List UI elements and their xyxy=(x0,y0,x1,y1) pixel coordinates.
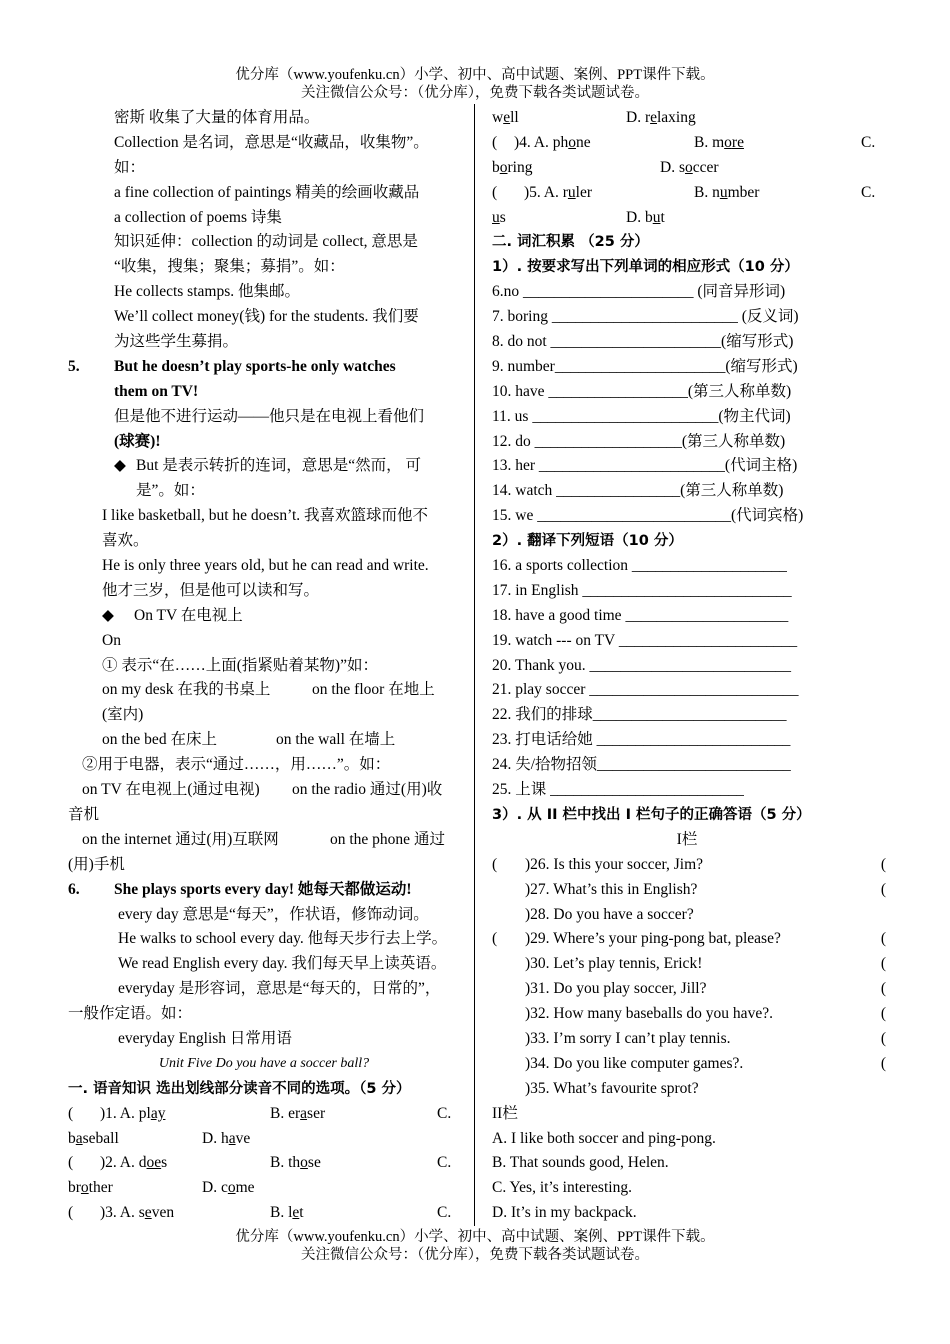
option-a-rest: ne xyxy=(576,133,591,151)
text-line xyxy=(68,728,460,753)
option-b-rest: se xyxy=(307,1154,321,1172)
option-a-rest: ler xyxy=(575,183,593,201)
answer-paren: ( xyxy=(880,955,886,973)
question-4 xyxy=(492,131,882,156)
option-c-rest: seball xyxy=(82,1129,119,1147)
option-d-rest: ccer xyxy=(692,158,719,176)
answer-option: B. That sounds good, Helen. xyxy=(492,1154,669,1172)
subsection-2-heading: 2）. 翻译下列短语（10 分） xyxy=(492,533,683,550)
right-column xyxy=(492,106,886,1226)
answer-paren: ( xyxy=(880,1054,886,1072)
bullet-icon: ◆ xyxy=(102,606,114,624)
option-d-rest: ve xyxy=(235,1129,251,1147)
text-line: every day 意思是“每天”，作状语，修饰动词。 xyxy=(118,905,429,923)
question-3 xyxy=(68,1201,460,1226)
translate-item: 20. Thank you. __________________________ xyxy=(492,656,791,674)
answer-paren: ( xyxy=(880,1029,886,1047)
option-d: D. h xyxy=(202,1129,229,1147)
underlined-letters: o xyxy=(568,133,576,151)
question-5-cont xyxy=(492,206,882,231)
underlined-letters: o xyxy=(684,158,693,176)
option-b-rest: t xyxy=(299,1204,304,1222)
option-b: B. m xyxy=(694,133,725,151)
text-fragment: on the phone 通过 xyxy=(330,830,445,848)
option-d: D. s xyxy=(660,158,685,176)
option-a: s xyxy=(138,1204,145,1222)
option-b-rest: mber xyxy=(727,183,760,201)
text-line xyxy=(68,778,460,803)
question-label: )3. A. xyxy=(100,1204,139,1222)
answer-paren: ( xyxy=(880,980,886,998)
text-line: He collects stamps. 他集邮。 xyxy=(114,283,300,301)
underlined-letters: o xyxy=(300,1154,308,1172)
underlined-letters: a xyxy=(300,1104,308,1122)
option-c: br xyxy=(68,1179,81,1197)
vocab-item: 14. watch ________________(第三人称单数) xyxy=(492,482,784,500)
translate-item: 18. have a good time _____________________ xyxy=(492,606,789,624)
match-text: 34. Do you like computer games?. xyxy=(530,1054,744,1072)
question-3-cont xyxy=(492,106,882,131)
question-label: )2. A. xyxy=(100,1154,139,1172)
answer-paren: ) xyxy=(525,880,531,898)
item-6-sentence: She plays sports every day! xyxy=(114,880,294,898)
match-item xyxy=(492,1027,886,1052)
bullet-line xyxy=(68,604,460,629)
answer-option: D. It’s in my backpack. xyxy=(492,1204,637,1222)
underlined-letters: u xyxy=(719,183,728,201)
translate-item: 21. play soccer ___________________________ xyxy=(492,681,799,699)
vocab-item: 12. do ___________________(第三人称单数) xyxy=(492,432,786,450)
answer-option: A. I like both soccer and ping-pong. xyxy=(492,1129,716,1147)
option-c-rest: ring xyxy=(507,158,533,176)
underlined-letters: e xyxy=(144,1204,152,1222)
page-footer xyxy=(0,1228,950,1264)
text-line: 一般作定语。如： xyxy=(68,1005,193,1023)
option-a-rest: s xyxy=(161,1154,168,1172)
option-d: D. b xyxy=(626,208,653,226)
option-b-rest: ser xyxy=(307,1104,326,1122)
option-a: r xyxy=(562,183,568,201)
text-fragment: on TV 在电视上(通过电视) xyxy=(82,781,260,799)
match-text: 32. How many baseballs do you have?. xyxy=(530,1005,773,1023)
text-line: On TV 在电视上 xyxy=(134,606,243,624)
left-column xyxy=(68,106,460,1226)
text-line: Collection 是名词，意思是“收藏品，收集物”。 xyxy=(114,133,429,151)
page-header xyxy=(0,66,950,102)
text-line: (用)手机 xyxy=(68,855,125,873)
match-text: 27. What’s this in English? xyxy=(530,880,698,898)
vocab-item: 13. her ________________________(代词主格) xyxy=(492,457,798,475)
underlined-letters: a xyxy=(228,1129,236,1147)
answer-paren: ( xyxy=(880,1005,886,1023)
section-1-heading: 一. 语音知识 选出划线部分读音不同的选项。（5 分） xyxy=(68,1080,411,1097)
header-line-2: 关注微信公众号：（优分库），免费下载各类试题试卷。 xyxy=(301,85,649,101)
text-line xyxy=(68,828,460,853)
option-c-rest: s xyxy=(499,208,506,226)
option-c-label: C. xyxy=(437,1104,452,1122)
match-text: 33. I’m sorry I can’t play tennis. xyxy=(530,1029,731,1047)
answer-paren: ( xyxy=(880,855,886,873)
text-fragment: on my desk 在我的书桌上 xyxy=(102,681,271,699)
question-4-cont xyxy=(492,156,882,181)
underlined-letters: o xyxy=(724,133,732,151)
option-c-rest: ther xyxy=(88,1179,113,1197)
translate-item: 24. 失/拾物招领_________________________ xyxy=(492,756,791,774)
answer-paren: ) xyxy=(525,905,531,923)
text-line xyxy=(68,678,460,703)
option-c: b xyxy=(492,158,500,176)
answer-paren: ( xyxy=(492,855,498,873)
translate-item: 19. watch --- on TV _______________________ xyxy=(492,631,798,649)
question-2-cont xyxy=(68,1176,460,1201)
text-line: On xyxy=(102,631,121,649)
answer-paren: ( xyxy=(880,930,886,948)
text-line: a fine collection of paintings 精美的绘画收藏品 xyxy=(114,183,420,201)
text-fragment: on the internet 通过(用)互联网 xyxy=(82,830,279,848)
item-5-heading xyxy=(68,355,460,380)
underlined-letters: ay xyxy=(150,1104,166,1122)
option-c: b xyxy=(68,1129,76,1147)
text-line: 如： xyxy=(114,158,146,176)
option-d: D. c xyxy=(202,1179,228,1197)
question-label: )5. A. xyxy=(524,183,563,201)
underlined-letters: e xyxy=(503,109,511,126)
underlined-letters: o xyxy=(499,158,508,176)
answer-paren: ) xyxy=(525,1029,531,1047)
match-item xyxy=(492,927,886,952)
match-text: 29. Where’s your ping-pong bat, please? xyxy=(530,930,781,948)
underlined-letters: e xyxy=(650,109,657,126)
underlined-letters: a xyxy=(75,1129,83,1147)
translate-item: 25. 上课 _________________________ xyxy=(492,781,744,799)
underlined-letters: o xyxy=(227,1179,236,1197)
translate-item: 17. in English ___________________________ xyxy=(492,581,792,599)
answer-paren: ( xyxy=(68,1104,74,1122)
question-label: )4. A. xyxy=(514,133,553,151)
text-line: 但是他不进行运动——他只是在电视上看他们 xyxy=(114,407,425,425)
vocab-item: 11. us ________________________(物主代词) xyxy=(492,407,791,425)
option-c: w xyxy=(492,109,504,126)
text-line: 是”。如： xyxy=(136,482,205,500)
footer-line-1: 优分库（www.youfenku.cn）小学、初中、高中试题、案例、PPT课件下载。 xyxy=(235,1229,715,1245)
text-line: (室内) xyxy=(102,706,144,724)
translate-item: 22. 我们的排球_________________________ xyxy=(492,706,787,724)
match-item xyxy=(492,878,886,903)
text-line: 为这些学生募捐。 xyxy=(114,333,239,351)
question-label: )1. A. xyxy=(100,1104,139,1122)
answer-paren: ( xyxy=(880,880,886,898)
vocab-item: 7. boring ________________________ (反义词) xyxy=(492,308,799,326)
text-line: them on TV! xyxy=(114,382,199,400)
question-5 xyxy=(492,181,882,206)
vocab-item: 10. have __________________(第三人称单数) xyxy=(492,382,792,400)
option-d-rest: laxing xyxy=(657,109,696,126)
item-number: 6. xyxy=(68,880,80,898)
option-b: B. l xyxy=(270,1204,293,1222)
answer-paren: ) xyxy=(525,930,531,948)
match-item xyxy=(492,1077,882,1102)
option-a: pl xyxy=(138,1104,151,1122)
text-line: a collection of poems 诗集 xyxy=(114,208,282,226)
column-divider xyxy=(474,104,475,1226)
match-item xyxy=(492,977,886,1002)
question-2 xyxy=(68,1151,460,1176)
text-line: We read English every day. 我们每天早上读英语。 xyxy=(118,955,447,973)
option-d: D. r xyxy=(626,109,651,126)
option-c-label: C. xyxy=(437,1204,452,1222)
match-text: 30. Let’s play tennis, Erick! xyxy=(530,955,703,973)
option-a-rest: ven xyxy=(151,1204,175,1222)
answer-paren: ) xyxy=(525,1079,531,1097)
answer-paren: ( xyxy=(68,1154,74,1172)
section-2-heading: 二. 词汇积累 （25 分） xyxy=(492,234,649,251)
item-6-translation: 她每天都做运动! xyxy=(293,880,412,898)
text-fragment: on the floor 在地上 xyxy=(312,681,435,699)
option-b: B. n xyxy=(694,183,720,201)
option-a: ph xyxy=(552,133,569,151)
text-line: We’ll collect money(钱) for the students. 我们要 xyxy=(114,308,419,326)
option-b: B. th xyxy=(270,1154,301,1172)
question-1 xyxy=(68,1102,460,1127)
match-item xyxy=(492,903,882,928)
translate-item: 16. a sports collection ____________________ xyxy=(492,557,787,575)
match-text: 35. What’s favourite sprot? xyxy=(530,1079,699,1097)
answer-paren: ) xyxy=(525,1054,531,1072)
answer-paren: ( xyxy=(68,1204,74,1222)
bullet-line xyxy=(68,454,460,479)
answer-paren: ) xyxy=(525,955,531,973)
text-line: ②用于电器，表示“通过……，用……”。如： xyxy=(82,756,391,774)
text-line: ① 表示“在……上面(指紧贴着某物)”如： xyxy=(102,656,378,674)
bullet-icon: ◆ xyxy=(114,457,126,475)
match-item xyxy=(492,853,886,878)
item-5-sentence-a: But he doesn’t play sports-he only watches xyxy=(114,357,396,375)
match-text: 31. Do you play soccer, Jill? xyxy=(530,980,707,998)
text-line: He is only three years old, but he can read and write. xyxy=(102,557,429,575)
match-text: 26. Is this your soccer, Jim? xyxy=(530,855,704,873)
vocab-item: 9. number______________________(缩写形式) xyxy=(492,357,798,375)
column-i-title: I栏 xyxy=(676,830,698,848)
text-line: (球赛)! xyxy=(114,432,161,450)
text-line: 知识延伸：collection 的动词是 collect, 意思是 xyxy=(114,233,418,251)
question-1-cont xyxy=(68,1127,460,1152)
answer-option: C. Yes, it’s interesting. xyxy=(492,1179,632,1197)
text-line: But 是表示转折的连词，意思是“然而， 可 xyxy=(136,457,422,475)
match-text: 28. Do you have a soccer? xyxy=(530,905,694,923)
text-fragment: on the radio 通过(用)收 xyxy=(292,781,443,799)
text-line: He walks to school every day. 他每天步行去上学。 xyxy=(118,930,448,948)
translate-item: 23. 打电话给她 _________________________ xyxy=(492,731,791,749)
text-line: 密斯 收集了大量的体育用品。 xyxy=(114,109,320,126)
match-item xyxy=(492,1002,886,1027)
subsection-3-heading: 3）. 从 II 栏中找出 I 栏句子的正确答语（5 分） xyxy=(492,806,811,823)
vocab-item: 6.no ______________________ (同音异形词) xyxy=(492,283,786,301)
answer-paren: ) xyxy=(525,1005,531,1023)
match-item xyxy=(492,952,886,977)
option-c-label: C. xyxy=(861,133,876,151)
underlined-letters: u xyxy=(492,208,500,226)
underlined-letters: u xyxy=(567,183,576,201)
text-line: 他才三岁，但是他可以读和写。 xyxy=(102,581,320,599)
text-line: “收集，搜集；聚集；募捐”。如： xyxy=(114,258,345,276)
match-item xyxy=(492,1052,886,1077)
header-line-1: 优分库（www.youfenku.cn）小学、初中、高中试题、案例、PPT课件下载。 xyxy=(235,67,715,83)
option-c-label: C. xyxy=(437,1154,452,1172)
answer-paren: ) xyxy=(525,855,531,873)
item-number: 5. xyxy=(68,357,80,375)
vocab-item: 8. do not ______________________(缩写形式) xyxy=(492,333,794,351)
unit-title: Unit Five Do you have a soccer ball? xyxy=(158,1055,370,1071)
option-b-rest: re xyxy=(731,133,744,151)
item-6-heading xyxy=(68,878,460,903)
underlined-letters: e xyxy=(292,1204,300,1222)
option-c-rest: ll xyxy=(510,109,519,126)
subsection-1-heading: 1）. 按要求写出下列单词的相应形式（10 分） xyxy=(492,259,799,276)
text-line: 音机 xyxy=(68,805,100,823)
option-a: d xyxy=(138,1154,147,1172)
answer-paren: ( xyxy=(492,183,498,201)
option-d-rest: me xyxy=(235,1179,255,1197)
option-d-rest: t xyxy=(660,208,665,226)
option-c-label: C. xyxy=(861,183,876,201)
vocab-item: 15. we _________________________(代词宾格) xyxy=(492,507,804,525)
text-line: I like basketball, but he doesn’t. 我喜欢篮球而他不 xyxy=(102,507,429,525)
answer-paren: ( xyxy=(492,930,498,948)
text-line: everyday 是形容词，意思是“每天的，日常的”， xyxy=(118,980,441,998)
text-line: 喜欢。 xyxy=(102,532,149,550)
text-line: everyday English 日常用语 xyxy=(118,1029,292,1047)
footer-line-2: 关注微信公众号：（优分库），免费下载各类试题试卷。 xyxy=(301,1247,649,1263)
answer-paren: ( xyxy=(492,133,498,151)
text-fragment: on the bed 在床上 xyxy=(102,731,217,749)
underlined-letters: o xyxy=(80,1179,89,1197)
option-b: B. er xyxy=(270,1104,301,1122)
underlined-letters: u xyxy=(652,208,661,226)
underlined-letters: oe xyxy=(146,1154,162,1172)
text-fragment: on the wall 在墙上 xyxy=(276,731,396,749)
column-ii-title: II栏 xyxy=(492,1104,518,1122)
answer-paren: ) xyxy=(525,980,531,998)
